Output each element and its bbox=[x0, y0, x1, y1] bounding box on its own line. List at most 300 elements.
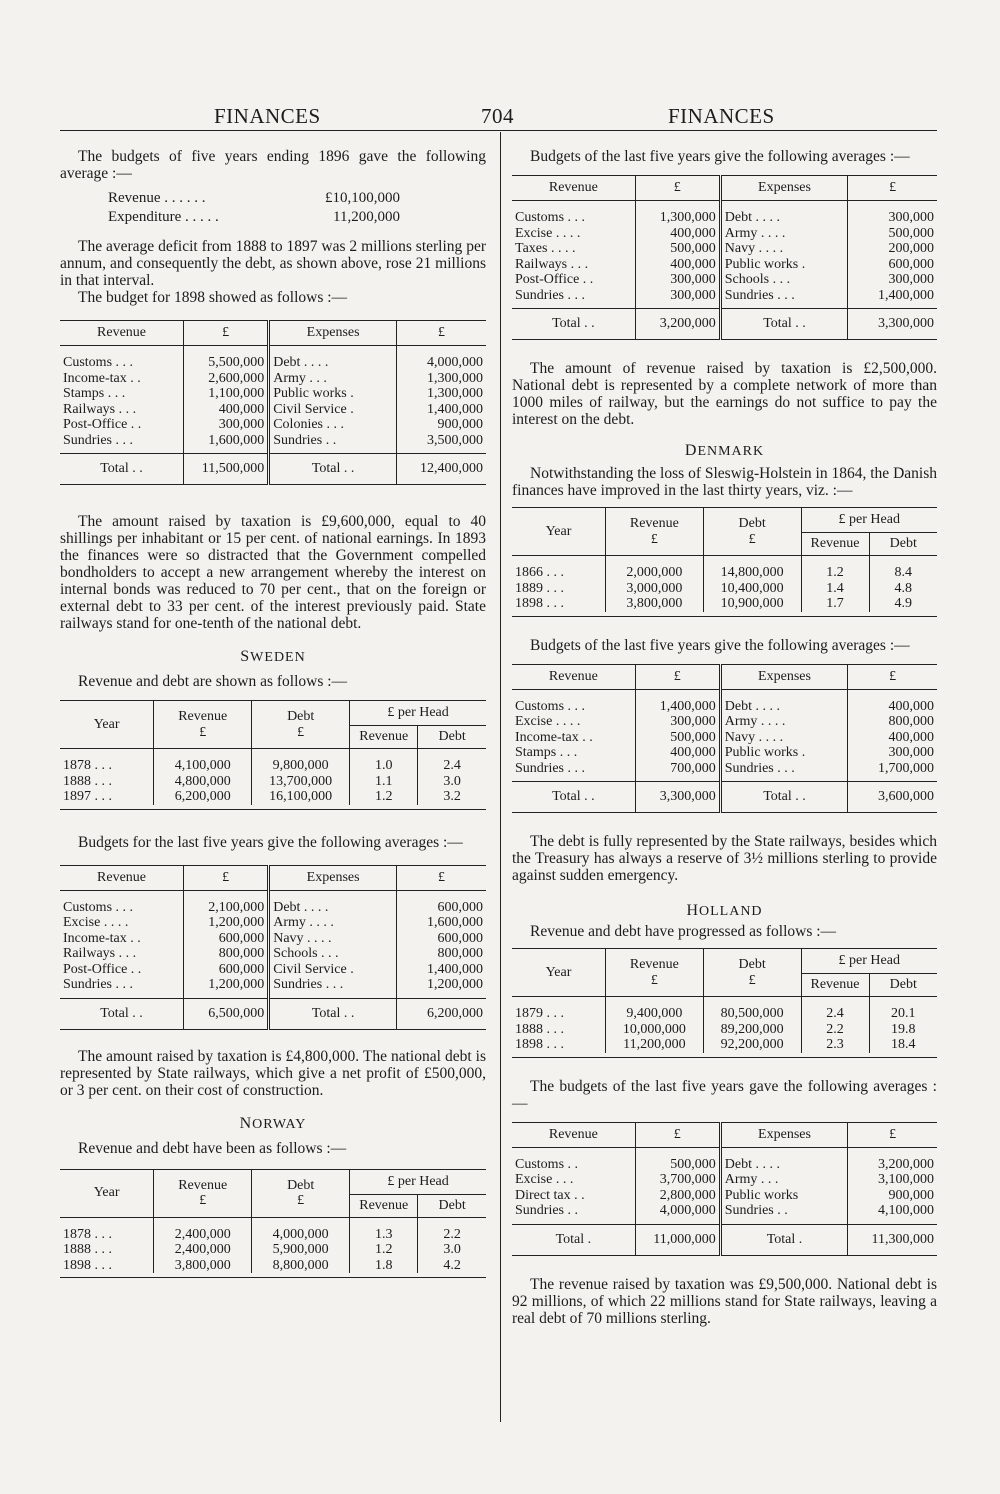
revenue: 4,100,000 bbox=[154, 749, 252, 774]
table-row bbox=[60, 749, 486, 774]
table-row bbox=[60, 417, 486, 433]
column-header-revenue bbox=[606, 949, 704, 997]
revenue-per-head: 1.2 bbox=[350, 789, 418, 805]
column-header-label: Debt bbox=[287, 709, 315, 724]
expense-amount: 1,400,000 bbox=[848, 288, 937, 309]
column-header-debt bbox=[703, 949, 801, 997]
total-amount: 11,300,000 bbox=[848, 1224, 937, 1255]
table-bottom-rule bbox=[60, 1273, 486, 1278]
debt: 89,200,000 bbox=[703, 1022, 801, 1038]
expense-item: Schools . . . bbox=[269, 946, 397, 962]
debt-per-head: 3.0 bbox=[418, 774, 486, 790]
table-bottom-rule bbox=[60, 805, 486, 810]
column-header: Revenue bbox=[512, 664, 635, 689]
column-header: Expenses bbox=[269, 865, 397, 890]
sweden-budget-intro: Budgets for the last five years give the following averages :— bbox=[78, 833, 463, 851]
column-header: £ bbox=[397, 865, 486, 890]
table-row bbox=[60, 962, 486, 978]
table-total-row bbox=[60, 998, 486, 1029]
table-row bbox=[512, 288, 937, 309]
column-header-label: Revenue bbox=[178, 709, 228, 724]
revenue-item: Income-tax . . bbox=[515, 729, 593, 745]
revenue-item: Taxes . . . . bbox=[515, 241, 576, 256]
table-row bbox=[512, 745, 937, 761]
table-header-row bbox=[512, 949, 937, 974]
column-header: £ bbox=[635, 176, 720, 201]
expense-amount: 1,700,000 bbox=[848, 761, 937, 782]
expense-amount: 200,000 bbox=[848, 241, 937, 257]
section-title-denmark bbox=[512, 442, 937, 461]
revenue-amount: 400,000 bbox=[184, 402, 269, 418]
norway-intro: Revenue and debt have been as follows :— bbox=[78, 1139, 347, 1157]
table-header-row bbox=[512, 508, 937, 533]
revenue: 6,200,000 bbox=[154, 789, 252, 805]
average-row bbox=[108, 209, 400, 226]
debt-per-head: 18.4 bbox=[869, 1037, 937, 1053]
revenue-item: Stamps . . . bbox=[515, 745, 578, 760]
expense-item: Civil Service . bbox=[269, 402, 397, 418]
revenue-amount: 1,200,000 bbox=[184, 977, 269, 998]
revenue-per-head: 1.4 bbox=[801, 581, 869, 597]
debt-per-head: 4.8 bbox=[869, 581, 937, 597]
revenue-amount: 800,000 bbox=[184, 946, 269, 962]
revenue-item: Income-tax . . bbox=[63, 370, 141, 386]
total-amount: 6,200,000 bbox=[397, 998, 486, 1029]
table-row bbox=[512, 556, 937, 581]
table-row bbox=[512, 689, 937, 714]
table-row bbox=[512, 581, 937, 597]
revenue-item: Direct tax . . bbox=[515, 1187, 585, 1203]
average-row bbox=[108, 190, 400, 207]
revenue-item: Railways . . . bbox=[63, 401, 137, 417]
table-row bbox=[60, 402, 486, 418]
table-row bbox=[60, 371, 486, 387]
average-summary bbox=[106, 188, 402, 228]
table-row bbox=[60, 346, 486, 371]
column-header: Expenses bbox=[720, 176, 848, 201]
table-row bbox=[512, 257, 937, 273]
column-header-revenue-per-head: Revenue bbox=[801, 533, 869, 556]
revenue-amount: 2,100,000 bbox=[184, 890, 269, 915]
expense-item: Debt . . . . bbox=[720, 1147, 848, 1172]
column-header-unit: £ bbox=[748, 531, 756, 547]
expense-amount: 900,000 bbox=[848, 1188, 937, 1204]
revenue-per-head: 2.4 bbox=[801, 997, 869, 1022]
debt-per-head: 4.2 bbox=[418, 1258, 486, 1274]
expense-amount: 4,100,000 bbox=[848, 1203, 937, 1224]
total-label: Total . . bbox=[512, 782, 635, 813]
norway-taxation-paragraph: The amount of revenue raised by taxation is £2,500,000. National debt is represented by a complete network of more than 1000 miles of railway, but the earnings do not suffice to pay the interest on the debt. bbox=[512, 360, 937, 428]
expense-item: Debt . . . . bbox=[269, 890, 397, 915]
table-rule bbox=[60, 805, 486, 810]
total-amount: 12,400,000 bbox=[397, 454, 486, 485]
year: 1878 . . . bbox=[63, 1226, 112, 1242]
revenue: 10,000,000 bbox=[606, 1022, 704, 1038]
column-header-year: Year bbox=[512, 949, 606, 997]
column-header-year: Year bbox=[512, 508, 606, 556]
column-header-revenue-per-head: Revenue bbox=[350, 1194, 418, 1217]
column-header: £ bbox=[184, 321, 269, 346]
total-amount: 6,500,000 bbox=[184, 998, 269, 1029]
revenue-item: Customs . . . bbox=[515, 698, 586, 714]
table-row bbox=[60, 946, 486, 962]
revenue-amount: 400,000 bbox=[635, 257, 720, 273]
table-row bbox=[60, 433, 486, 454]
revenue-amount: 600,000 bbox=[184, 931, 269, 947]
year: 1888 . . . bbox=[515, 1021, 564, 1037]
left-column bbox=[60, 148, 486, 1278]
expense-amount: 900,000 bbox=[397, 417, 486, 433]
revenue-amount: 600,000 bbox=[184, 962, 269, 978]
debt: 10,900,000 bbox=[703, 596, 801, 612]
revenue-per-head: 1.8 bbox=[350, 1258, 418, 1274]
table-row bbox=[60, 890, 486, 915]
column-header-label: Revenue bbox=[629, 516, 679, 531]
table-bottom-rule bbox=[512, 612, 937, 617]
column-header-unit: £ bbox=[297, 1193, 305, 1208]
table-row bbox=[60, 774, 486, 790]
revenue: 11,200,000 bbox=[606, 1037, 704, 1053]
section-title-cap: H bbox=[686, 902, 699, 919]
debt: 9,800,000 bbox=[252, 749, 350, 774]
column-header-unit: £ bbox=[199, 724, 207, 740]
table-row bbox=[512, 730, 937, 746]
total-amount: 11,500,000 bbox=[184, 454, 269, 485]
revenue-per-head: 1.7 bbox=[801, 596, 869, 612]
revenue-per-head: 1.0 bbox=[350, 749, 418, 774]
holland-revenue-debt-table bbox=[512, 948, 937, 1058]
expense-amount: 1,300,000 bbox=[397, 386, 486, 402]
average-value: 11,200,000 bbox=[333, 209, 400, 225]
column-header-unit: £ bbox=[650, 972, 658, 988]
taxation-paragraph: The amount raised by taxation is £9,600,000, equal to 40 shillings per inhabitant or 15 per cent. of national earnings. In 1893 the finances were so distracted that the Government compelled bondholders to accept a new arrangement whereby the interest on internal bonds was reduced to 70 per cent., that on the foreign or external debt to 33 per cent. of the interest previously paid. State railways stand for one-tenth of the national debt. bbox=[60, 513, 486, 632]
total-amount: 3,600,000 bbox=[848, 782, 937, 813]
revenue: 4,800,000 bbox=[154, 774, 252, 790]
expense-item: Sundries . . . bbox=[720, 761, 848, 782]
revenue-per-head: 1.2 bbox=[350, 1242, 418, 1258]
expense-item: Army . . . bbox=[269, 371, 397, 387]
revenue-item: Railways . . . bbox=[63, 946, 137, 961]
table-header-row bbox=[60, 1169, 486, 1194]
expense-amount: 3,200,000 bbox=[848, 1147, 937, 1172]
total-amount: 3,200,000 bbox=[635, 309, 720, 340]
table-header-row bbox=[60, 321, 486, 346]
table-row bbox=[512, 1203, 937, 1224]
revenue-item: Sundries . . . bbox=[63, 977, 133, 992]
average-intro-paragraph: The budgets of five years ending 1896 gave the following average :— bbox=[60, 148, 486, 182]
right-column bbox=[512, 148, 937, 1327]
section-title-holland bbox=[512, 902, 937, 921]
table-header-row bbox=[512, 176, 937, 201]
section-title-rest: WEDEN bbox=[250, 650, 306, 665]
column-header: £ bbox=[397, 321, 486, 346]
column-header-debt bbox=[703, 508, 801, 556]
revenue-item: Customs . . . bbox=[515, 210, 586, 225]
section-title-rest: OLLAND bbox=[699, 904, 763, 919]
year: 1878 . . . bbox=[63, 758, 112, 773]
revenue-item: Stamps . . . bbox=[63, 386, 126, 401]
revenue-amount: 500,000 bbox=[635, 241, 720, 257]
revenue-amount: 400,000 bbox=[635, 226, 720, 242]
column-header: £ bbox=[848, 1122, 937, 1147]
debt: 14,800,000 bbox=[703, 556, 801, 581]
debt: 92,200,000 bbox=[703, 1037, 801, 1053]
revenue: 2,400,000 bbox=[154, 1217, 252, 1242]
expense-item: Sundries . . bbox=[720, 1203, 848, 1224]
revenue-amount: 1,300,000 bbox=[635, 201, 720, 226]
revenue-amount: 5,500,000 bbox=[184, 346, 269, 371]
column-header-label: Debt bbox=[287, 1177, 315, 1193]
expense-item: Army . . . . bbox=[720, 226, 848, 242]
section-title-sweden bbox=[60, 648, 486, 667]
column-header: Revenue bbox=[512, 1122, 635, 1147]
expense-item: Colonies . . . bbox=[269, 417, 397, 433]
total-label: Total . . bbox=[60, 998, 184, 1029]
revenue: 3,000,000 bbox=[606, 581, 704, 597]
table-row bbox=[512, 596, 937, 612]
revenue-amount: 1,400,000 bbox=[635, 689, 720, 714]
column-header-unit: £ bbox=[199, 1193, 207, 1208]
table-total-row bbox=[512, 309, 937, 340]
expense-amount: 400,000 bbox=[848, 730, 937, 746]
column-header-per-head: £ per Head bbox=[350, 1169, 486, 1194]
expense-amount: 400,000 bbox=[848, 689, 937, 714]
table-row bbox=[512, 1172, 937, 1188]
denmark-debt-paragraph: The debt is fully represented by the State railways, besides which the Treasury has always a reserve of 3½ millions sterling to provide against sudden emergency. bbox=[512, 833, 937, 884]
column-header-debt bbox=[252, 701, 350, 749]
table-row bbox=[512, 1022, 937, 1038]
table-row bbox=[512, 241, 937, 257]
column-header-revenue bbox=[154, 1169, 252, 1217]
year: 1897 . . . bbox=[63, 789, 112, 804]
year: 1889 . . . bbox=[515, 580, 564, 596]
debt-per-head: 20.1 bbox=[869, 997, 937, 1022]
revenue-amount: 2,600,000 bbox=[184, 371, 269, 387]
total-label: Total . . bbox=[720, 309, 848, 340]
revenue-per-head: 1.2 bbox=[801, 556, 869, 581]
column-header: £ bbox=[848, 664, 937, 689]
column-header: £ bbox=[635, 664, 720, 689]
year: 1898 . . . bbox=[515, 1037, 564, 1052]
header-rule bbox=[60, 130, 937, 131]
holland-budget-intro: The budgets of the last five years gave the following averages :— bbox=[512, 1077, 937, 1112]
denmark-budget-table bbox=[512, 664, 937, 814]
column-header: £ bbox=[848, 176, 937, 201]
revenue-amount: 400,000 bbox=[635, 745, 720, 761]
revenue-per-head: 1.3 bbox=[350, 1217, 418, 1242]
expense-amount: 600,000 bbox=[397, 890, 486, 915]
expense-amount: 4,000,000 bbox=[397, 346, 486, 371]
table-row bbox=[60, 789, 486, 805]
column-header-unit: £ bbox=[748, 972, 756, 988]
debt: 13,700,000 bbox=[252, 774, 350, 790]
debt-per-head: 3.0 bbox=[418, 1242, 486, 1258]
section-title-cap: N bbox=[239, 1114, 253, 1132]
revenue-item: Sundries . . . bbox=[515, 760, 585, 776]
total-label: Total . . bbox=[60, 454, 184, 485]
expense-item: Sundries . . . bbox=[269, 977, 397, 998]
debt: 8,800,000 bbox=[252, 1258, 350, 1274]
table-row bbox=[512, 1188, 937, 1204]
holland-intro: Revenue and debt have progressed as follows :— bbox=[530, 923, 837, 940]
year: 1888 . . . bbox=[63, 773, 112, 789]
table-header-row bbox=[512, 1122, 937, 1147]
budget-1898-table bbox=[60, 320, 486, 485]
revenue-item: Post-Office . . bbox=[63, 417, 142, 432]
revenue-per-head: 2.3 bbox=[801, 1037, 869, 1053]
column-header-year: Year bbox=[60, 701, 154, 749]
sweden-taxation-paragraph: The amount raised by taxation is £4,800,000. The national debt is represented by State railways, which give a net profit of £500,000, or 3 per cent. on their cost of construction. bbox=[60, 1047, 486, 1099]
revenue: 2,000,000 bbox=[606, 556, 704, 581]
column-header: Revenue bbox=[60, 321, 184, 346]
expense-amount: 300,000 bbox=[848, 201, 937, 226]
table-row bbox=[512, 201, 937, 226]
revenue-amount: 500,000 bbox=[635, 1147, 720, 1172]
revenue-per-head: 2.2 bbox=[801, 1022, 869, 1038]
revenue: 3,800,000 bbox=[154, 1258, 252, 1274]
debt: 4,000,000 bbox=[252, 1217, 350, 1242]
revenue-item: Sundries . . bbox=[515, 1203, 578, 1218]
column-header-debt-per-head: Debt bbox=[418, 1194, 486, 1217]
table-row bbox=[60, 1217, 486, 1242]
denmark-intro: Notwithstanding the loss of Sleswig-Holstein in 1864, the Danish finances have improved in the last thirty years, viz. :— bbox=[512, 465, 937, 499]
expense-amount: 600,000 bbox=[397, 931, 486, 947]
expense-item: Public works . bbox=[269, 386, 397, 402]
revenue: 3,800,000 bbox=[606, 596, 704, 612]
revenue-item: Post-Office . . bbox=[515, 272, 594, 287]
revenue-amount: 4,000,000 bbox=[635, 1203, 720, 1224]
expense-amount: 1,300,000 bbox=[397, 371, 486, 387]
table-total-row bbox=[512, 782, 937, 813]
revenue-item: Excise . . . bbox=[515, 1172, 574, 1187]
expense-item: Navy . . . . bbox=[720, 241, 848, 257]
year: 1898 . . . bbox=[63, 1257, 112, 1273]
budget-1898-intro: The budget for 1898 showed as follows :— bbox=[78, 289, 348, 306]
norway-budget-intro: Budgets of the last five years give the following averages :— bbox=[530, 148, 910, 165]
running-header-right: FINANCES bbox=[668, 104, 775, 128]
column-header-label: Debt bbox=[738, 516, 766, 531]
holland-taxation-paragraph: The revenue raised by taxation was £9,500,000. National debt is 92 millions, of which 22 millions stand for State railways, leaving a real debt of 70 millions sterling. bbox=[512, 1275, 937, 1327]
revenue-amount: 300,000 bbox=[635, 288, 720, 309]
debt-per-head: 4.9 bbox=[869, 596, 937, 612]
column-header-per-head: £ per Head bbox=[350, 701, 486, 726]
table-row bbox=[512, 714, 937, 730]
revenue-amount: 500,000 bbox=[635, 730, 720, 746]
debt-per-head: 19.8 bbox=[869, 1022, 937, 1038]
expense-amount: 3,500,000 bbox=[397, 433, 486, 454]
expense-item: Debt . . . . bbox=[720, 201, 848, 226]
revenue-item: Excise . . . . bbox=[63, 915, 129, 930]
debt: 10,400,000 bbox=[703, 581, 801, 597]
table-row bbox=[60, 1258, 486, 1274]
column-header-per-head: £ per Head bbox=[801, 949, 937, 974]
expense-item: Public works . bbox=[720, 745, 848, 761]
column-header: £ bbox=[635, 1122, 720, 1147]
column-divider bbox=[500, 132, 501, 1422]
column-header: Revenue bbox=[512, 176, 635, 201]
average-label: Expenditure . . . . . bbox=[108, 209, 219, 225]
column-header: Expenses bbox=[269, 321, 397, 346]
expense-amount: 300,000 bbox=[848, 745, 937, 761]
section-title-norway bbox=[60, 1115, 486, 1134]
sweden-budget-table bbox=[60, 865, 486, 1030]
table-row bbox=[60, 915, 486, 931]
table-header-row bbox=[60, 701, 486, 726]
revenue-amount: 1,100,000 bbox=[184, 386, 269, 402]
expense-item: Army . . . . bbox=[269, 915, 397, 931]
expense-item: Public works . bbox=[720, 257, 848, 273]
revenue-amount: 700,000 bbox=[635, 761, 720, 782]
revenue-item: Excise . . . . bbox=[515, 714, 581, 729]
column-header-revenue-per-head: Revenue bbox=[801, 974, 869, 997]
table-header-row bbox=[512, 664, 937, 689]
total-amount: 3,300,000 bbox=[848, 309, 937, 340]
revenue-amount: 2,800,000 bbox=[635, 1188, 720, 1204]
year: 1879 . . . bbox=[515, 1006, 564, 1021]
column-header: Expenses bbox=[720, 1122, 848, 1147]
average-label: Revenue . . . . . . bbox=[108, 190, 206, 206]
debt-per-head: 2.2 bbox=[418, 1217, 486, 1242]
column-header: £ bbox=[184, 865, 269, 890]
norway-revenue-debt-table bbox=[60, 1169, 486, 1279]
expense-item: Army . . . . bbox=[720, 714, 848, 730]
column-header-debt-per-head: Debt bbox=[869, 974, 937, 997]
debt-per-head: 8.4 bbox=[869, 556, 937, 581]
column-header-label: Revenue bbox=[629, 957, 679, 972]
total-label: Total . . bbox=[720, 782, 848, 813]
deficit-paragraph: The average deficit from 1888 to 1897 was 2 millions sterling per annum, and consequently the debt, as shown above, rose 21 millions in that interval. bbox=[60, 238, 486, 289]
revenue-item: Railways . . . bbox=[515, 256, 589, 272]
sweden-intro: Revenue and debt are shown as follows :— bbox=[78, 673, 348, 690]
expense-amount: 300,000 bbox=[848, 272, 937, 288]
total-label: Total . . bbox=[269, 998, 397, 1029]
table-rule bbox=[512, 1053, 937, 1058]
column-header: Revenue bbox=[60, 865, 184, 890]
expense-item: Sundries . . . bbox=[720, 288, 848, 309]
section-title-rest: ORWAY bbox=[252, 1116, 307, 1132]
column-header-debt-per-head: Debt bbox=[418, 726, 486, 749]
page-number: 704 bbox=[481, 104, 514, 128]
column-header-debt bbox=[252, 1169, 350, 1217]
table-row bbox=[60, 931, 486, 947]
column-header-year: Year bbox=[60, 1169, 154, 1217]
revenue-amount: 300,000 bbox=[635, 272, 720, 288]
expense-amount: 1,400,000 bbox=[397, 962, 486, 978]
table-rule bbox=[512, 612, 937, 617]
table-row bbox=[60, 1242, 486, 1258]
expense-item: Public works bbox=[720, 1188, 848, 1204]
expense-item: Navy . . . . bbox=[720, 730, 848, 746]
debt-per-head: 2.4 bbox=[418, 749, 486, 774]
column-header-unit: £ bbox=[297, 724, 305, 740]
column-header-revenue bbox=[154, 701, 252, 749]
expense-amount: 1,600,000 bbox=[397, 915, 486, 931]
table-row bbox=[512, 997, 937, 1022]
table-row bbox=[512, 1037, 937, 1053]
revenue-item: Income-tax . . bbox=[63, 930, 141, 946]
table-row bbox=[512, 272, 937, 288]
expense-item: Debt . . . . bbox=[269, 346, 397, 371]
table-row bbox=[60, 386, 486, 402]
total-amount: 3,300,000 bbox=[635, 782, 720, 813]
norway-budget-table bbox=[512, 175, 937, 340]
sweden-revenue-debt-table bbox=[60, 700, 486, 810]
total-label: Total . bbox=[720, 1224, 848, 1255]
column-header-debt-per-head: Debt bbox=[869, 533, 937, 556]
section-title-cap: S bbox=[240, 648, 251, 665]
expense-item: Debt . . . . bbox=[720, 689, 848, 714]
revenue-amount: 300,000 bbox=[184, 417, 269, 433]
